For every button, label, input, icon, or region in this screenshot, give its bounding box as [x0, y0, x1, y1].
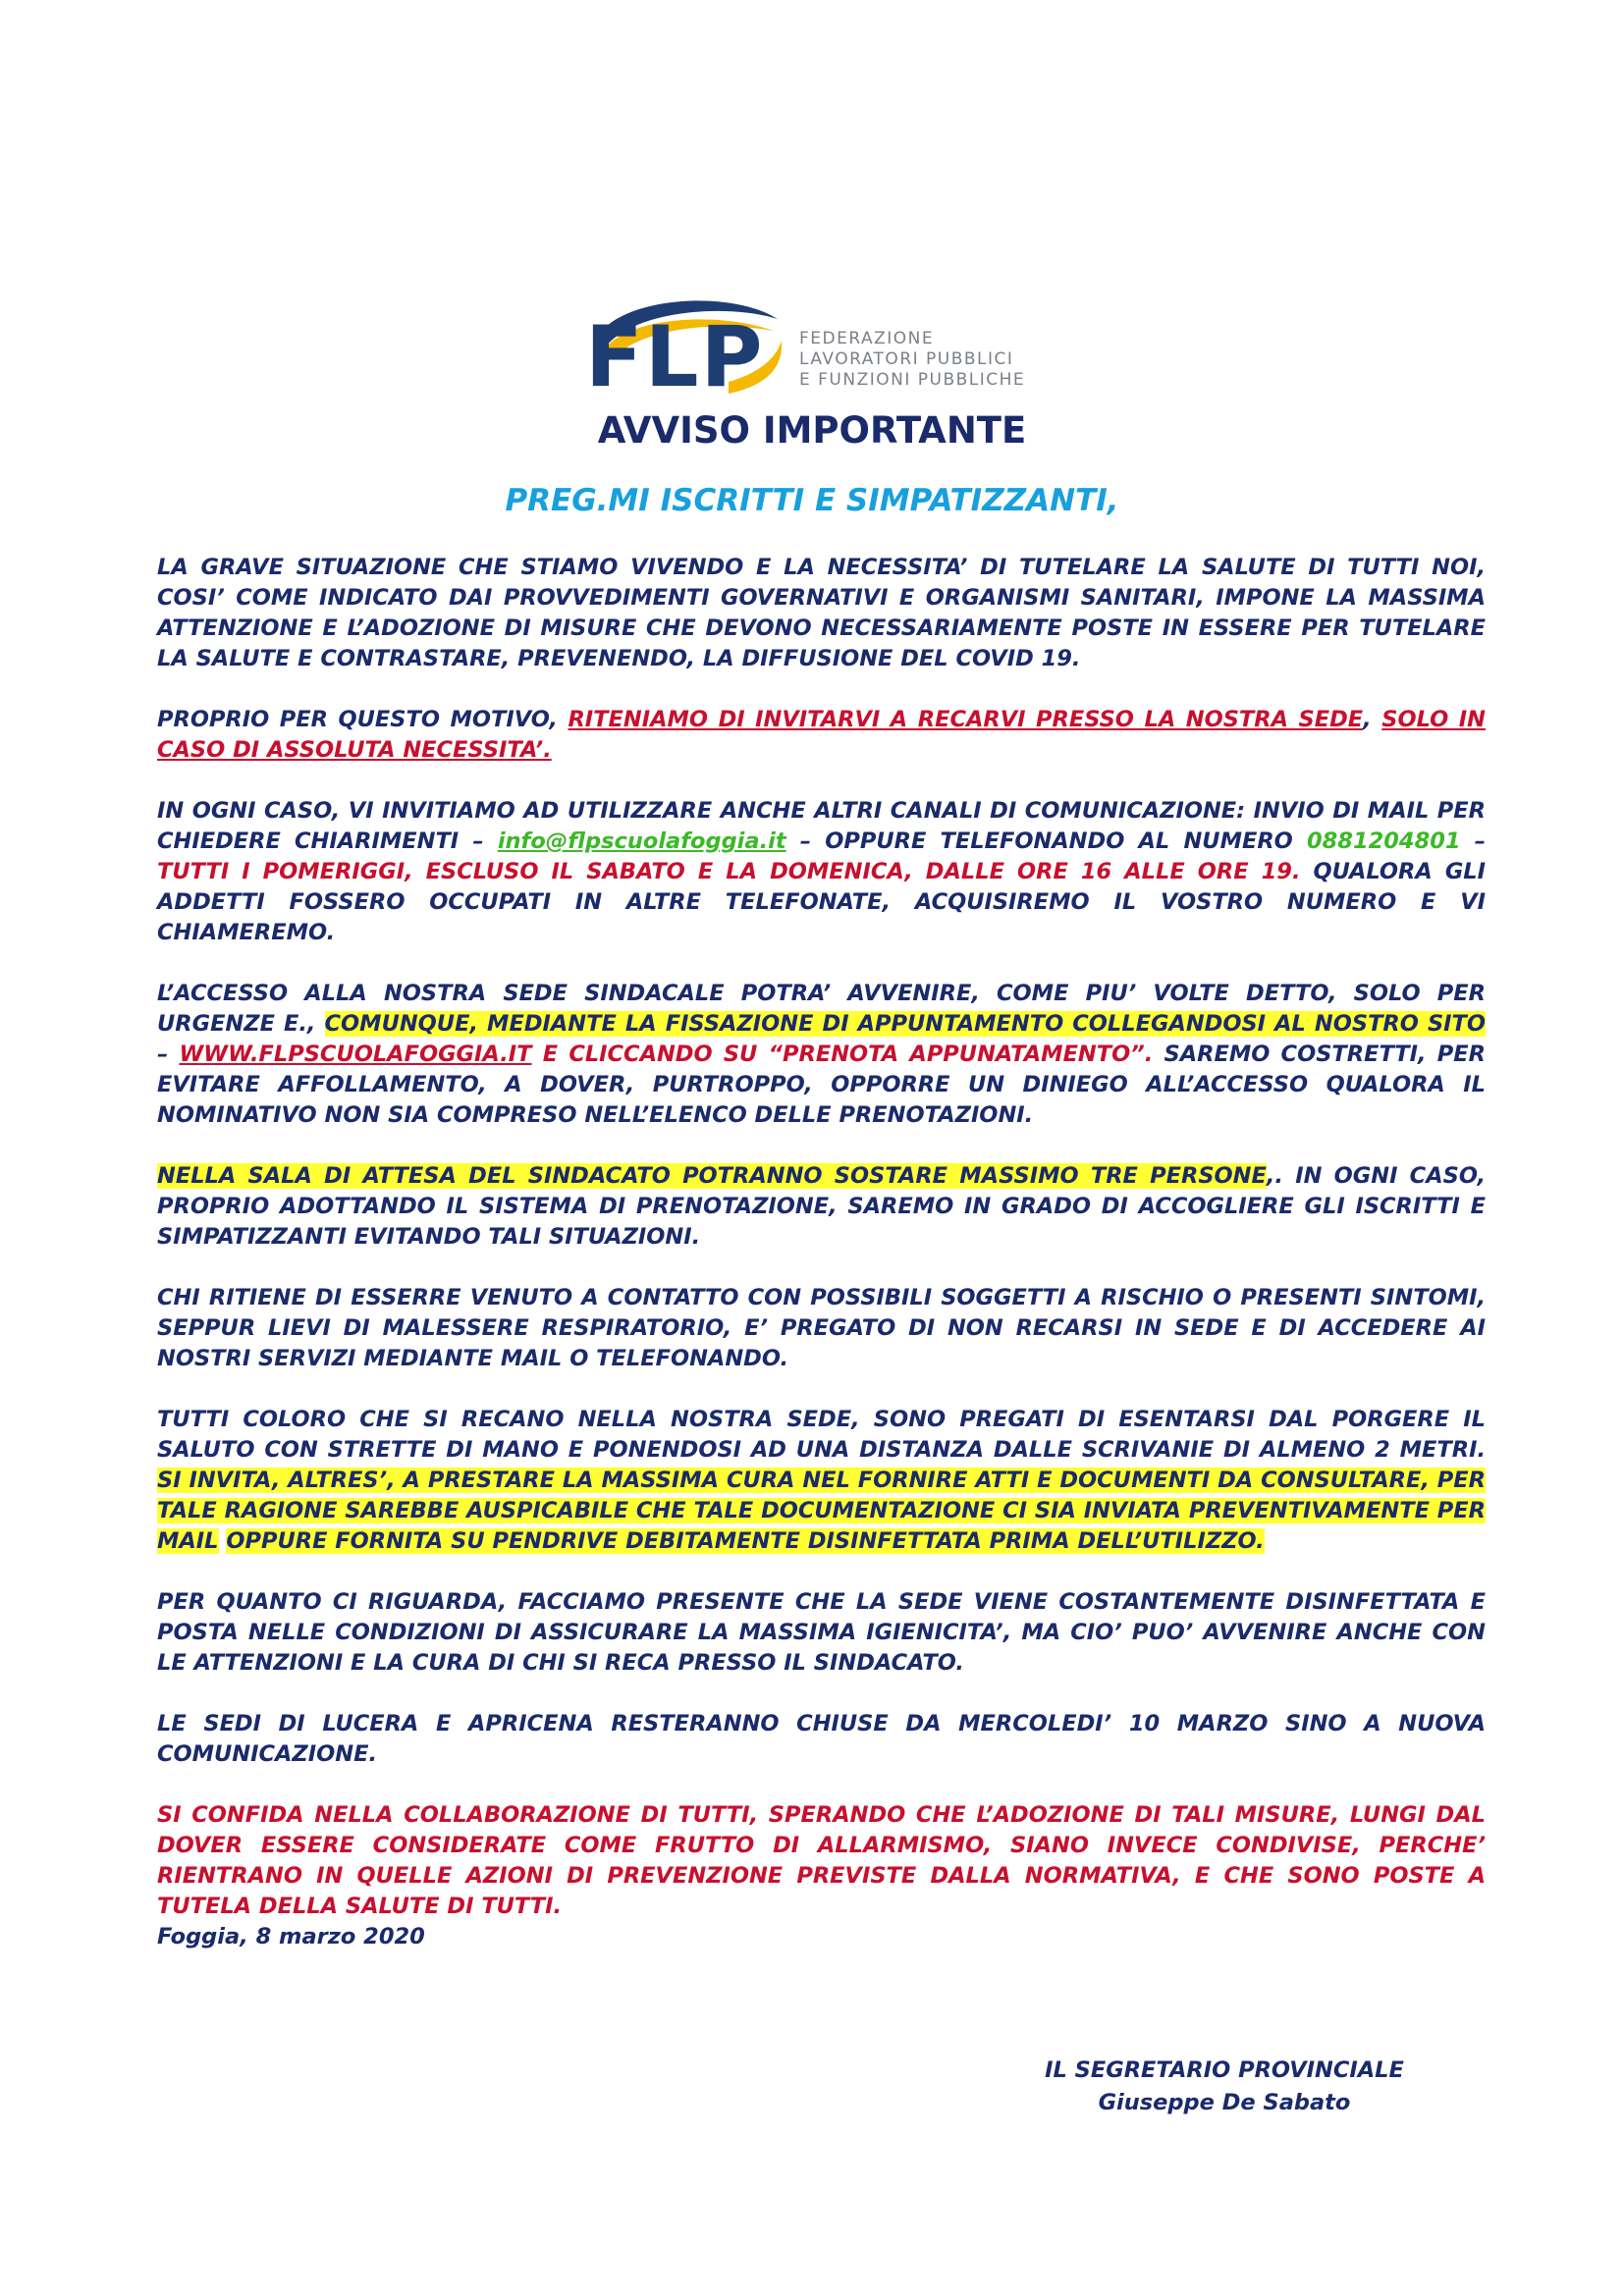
p2-invite: RITENIAMO DI INVITARVI A RECARVI PRESSO LA NOSTRA SEDE: [568, 707, 1364, 732]
p3-text: IN OGNI CASO, VI INVITIAMO AD UTILIZZARE ANCHE ALTRI CANALI DI COMUNICAZIONE: INVIO DI MAIL PER CHIEDERE CHIARIMENTI –: [157, 798, 1486, 854]
document-title: AVVISO IMPORTANTE: [597, 409, 1027, 452]
p4-appointment-highlight: COMUNQUE, MEDIANTE LA FISSAZIONE DI APPUNTAMENTO COLLEGANDOSI AL NOSTRO SITO: [324, 1011, 1486, 1037]
document-date: Foggia, 8 marzo 2020: [157, 1924, 425, 1949]
signature-role: IL SEGRETARIO PROVINCIALE: [1045, 2057, 1404, 2083]
paragraph-7: [157, 1405, 1486, 1557]
paragraph-10: SI CONFIDA NELLA COLLABORAZIONE DI TUTTI, SPERANDO CHE L’ADOZIONE DI TALI MISURE, LUNGI DAL DOVER ESSERE CONSIDERATE COME FRUTTO DI ALLARMISMO, SIANO INVECE CONDIVISE, PERCHE’ RIENTRANO IN QUELLE AZIONI DI PREVENZIONE PREVISTE DALLA NORMATIVA, E CHE SONO POSTE A TUTELA DELLA SALUTE DI TUTTI.: [157, 1802, 1486, 1919]
p3-hours: TUTTI I POMERIGGI, ESCLUSO IL SABATO E LA DOMENICA, DALLE ORE 16 ALLE ORE 19.: [157, 859, 1301, 884]
logo-wordmark: FLP: [585, 308, 765, 406]
paragraph-4: [157, 979, 1486, 1131]
p3-text-2: – OPPURE TELEFONANDO AL NUMERO: [785, 828, 1307, 854]
p5-text: ,. IN OGNI CASO, PROPRIO ADOTTANDO IL SISTEMA DI PRENOTAZIONE, SAREMO IN GRADO DI ACCOGLIERE GLI ISCRITTI E SIMPATIZZANTI EVITANDO TALI SITUAZIONI.: [157, 1163, 1486, 1250]
p7-pendrive-highlight: OPPURE FORNITA SU PENDRIVE DEBITAMENTE DISINFETTATA PRIMA DELL’UTILIZZO.: [226, 1528, 1265, 1554]
paragraph-9: LE SEDI DI LUCERA E APRICENA RESTERANNO CHIUSE DA MERCOLEDI’ 10 MARZO SINO A NUOVA COMUNICAZIONE.: [157, 1711, 1486, 1767]
p4-booking: E CLICCANDO SU “PRENOTA APPUNATAMENTO”.: [531, 1041, 1154, 1067]
p4-dash: –: [157, 1041, 180, 1067]
paragraph-3: [157, 796, 1486, 948]
p2-comma: ,: [1363, 707, 1382, 732]
paragraph-6: CHI RITIENE DI ESSERRE VENUTO A CONTATTO CON POSSIBILI SOGGETTI A RISCHIO O PRESENTI SINTOMI, SEPPUR LIEVI DI MALESSERE RESPIRATORIO, E’ PREGATO DI NON RECARSI IN SEDE E DI ACCEDERE AI NOSTRI SERVIZI MEDIANTE MAIL O TELEFONANDO.: [157, 1285, 1486, 1371]
paragraph-1: LA GRAVE SITUAZIONE CHE STIAMO VIVENDO E LA NECESSITA’ DI TUTELARE LA SALUTE DI TUTTI NOI, COSI’ COME INDICATO DAI PROVVEDIMENTI GOVERNATIVI E ORGANISMI SANITARI, IMPONE LA MASSIMA ATTENZIONE E L’ADOZIONE DI MISURE CHE DEVONO NECESSARIAMENTE POSTE IN ESSERE PER TUTELARE LA SALUTE E CONTRASTARE, PREVENENDO, LA DIFFUSIONE DEL COVID 19.: [157, 555, 1486, 671]
logo-line-3: E FUNZIONI PUBBLICHE: [799, 370, 1026, 390]
logo-subtitle: [799, 329, 1025, 391]
p2-necessity: SOLO IN CASO DI ASSOLUTA NECESSITA’.: [157, 707, 1486, 763]
email-link[interactable]: info@flpscuolafoggia.it: [497, 828, 786, 854]
p4-text-2: SAREMO COSTRETTI, PER EVITARE AFFOLLAMENTO, A DOVER, PURTROPPO, OPPORRE UN DINIEGO ALL’ACCESSO QUALORA IL NOMINATIVO NON SIA COMPRESO NELL’ELENCO DELLE PRENOTAZIONI.: [157, 1041, 1486, 1128]
p3-dash: –: [1460, 828, 1486, 854]
paragraph-8: PER QUANTO CI RIGUARDA, FACCIAMO PRESENTE CHE LA SEDE VIENE COSTANTEMENTE DISINFETTATA E POSTA NELLE CONDIZIONI DI ASSICURARE LA MASSIMA IGIENICITA’, MA CIO’ PUO’ AVVENIRE ANCHE CON LE ATTENZIONI E LA CURA DI CHI SI RECA PRESSO IL SINDACATO.: [157, 1589, 1486, 1676]
p7-documents-highlight: SI INVITA, ALTRES’, A PRESTARE LA MASSIMA CURA NEL FORNIRE ATTI E DOCUMENTI DA CONSULTARE, PER TALE RAGIONE SAREBBE AUSPICABILE CHE TALE DOCUMENTAZIONE CI SIA INVIATA PREVENTIVAMENTE PER MAIL: [157, 1468, 1486, 1554]
p2-text: PROPRIO PER QUESTO MOTIVO,: [157, 707, 568, 732]
p7-text: TUTTI COLORO CHE SI RECANO NELLA NOSTRA SEDE, SONO PREGATI DI ESENTARSI DAL PORGERE IL SALUTO CON STRETTE DI MANO E PONENDOSI AD UNA DISTANZA DALLE SCRIVANIE DI ALMENO 2 METRI.: [157, 1407, 1486, 1463]
p3-text-3: QUALORA GLI ADDETTI FOSSERO OCCUPATI IN ALTRE TELEFONATE, ACQUISIREMO IL VOSTRO NUMERO E VI CHIAMEREMO.: [157, 859, 1486, 945]
p5-waiting-room-highlight: NELLA SALA DI ATTESA DEL SINDACATO POTRANNO SOSTARE MASSIMO TRE PERSONE: [157, 1163, 1267, 1189]
flp-logo: [581, 288, 1068, 425]
phone-number: 0881204801: [1306, 828, 1461, 854]
logo-line-1: FEDERAZIONE: [799, 329, 935, 348]
website-link[interactable]: WWW.FLPSCUOLAFOGGIA.IT: [179, 1041, 532, 1067]
signature-block: [1013, 2055, 1435, 2119]
paragraph-2: [157, 705, 1486, 766]
document-body: [157, 553, 1486, 1983]
logo-line-2: LAVORATORI PUBBLICI: [799, 349, 1014, 369]
signature-name: Giuseppe De Sabato: [1098, 2090, 1351, 2115]
p4-text: L’ACCESSO ALLA NOSTRA SEDE SINDACALE POTRA’ AVVENIRE, COME PIU’ VOLTE DETTO, SOLO PER URGENZE E.,: [157, 981, 1486, 1037]
paragraph-5: [157, 1161, 1486, 1253]
greeting: PREG.MI ISCRITTI E SIMPATIZZANTI,: [505, 483, 1119, 518]
